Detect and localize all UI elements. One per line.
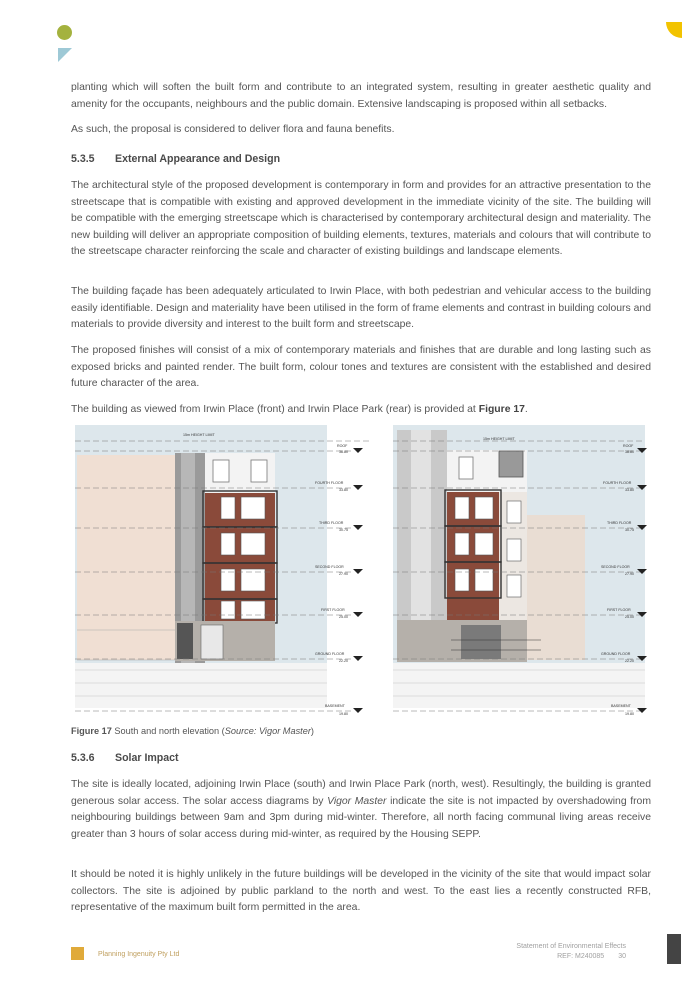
level-rl-basement-north: 19.80 [625,712,634,716]
level-rl-third-south: 30.75 [339,528,348,532]
paragraph-facade: The building façade has been adequately articulated to Irwin Place, with both pedestrian and vehicular access to the building easily identifiable. Design and materiality have been utilised in the form of frame elements and contrast in building colours and materials to provide diversity and interest to the built form and streetscape. [71,286,651,330]
level-rl-first-north: 25.00 [625,615,634,619]
caption-source: Source: Vigor Master [224,726,311,736]
paragraph-architectural-style: The architectural style of the proposed development is contemporary in form and provides for an attractive presentation to the streetscape that is compatible with existing and approved development in the immediate vicinity of the site. The building will be compatible with the emerging streetscape which is characterised by contemporary architectural design and materiality. The new building will deliver an appropriate composition of building elements, textures, materials and colours that will contribute to the streetscape character reinforcing the scale and character of existing buildings and landscape elements. [71,180,651,257]
footer-ref: REF: M240085 [557,953,605,960]
caption-text: South and north elevation ( [111,726,225,736]
heading-solar-impact [71,752,179,764]
text-span: . [524,404,528,415]
footer-document-title: Statement of Environmental Effects [516,943,626,950]
level-rl-fourth-north: 33.80 [625,488,634,492]
level-rl-ground-south: 22.20 [339,659,348,663]
heading-text: Solar Impact [115,752,179,764]
heading-external-appearance [71,153,280,165]
text-span: The site is ideally located, adjoining Irwin Place (south) and Irwin Place Park (north, west). Resultingly, the building is granted generous solar access. The solar access diagrams by [71,779,651,807]
level-rl-roof-south: 38.80 [339,450,348,454]
paragraph-solar-access [71,777,651,843]
level-rl-third-north: 30.75 [625,528,634,532]
green-circle-logo-mark [57,25,72,40]
figure-caption [71,726,314,736]
level-rl-second-north: 27.90 [625,572,634,576]
heading-number: 5.3.6 [71,752,95,764]
level-label-ground-south: GROUND FLOOR [315,652,345,656]
level-label-first-north: FIRST FLOOR [607,608,631,612]
footer-reference [557,953,626,960]
level-label-fourth-north: FOURTH FLOOR [603,481,632,485]
level-label-third-south: THIRD FLOOR [319,521,344,525]
text-span: The building as viewed from Irwin Place (front) and Irwin Place Park (rear) is provided at [71,404,479,415]
footer-company: Planning Ingenuity Pty Ltd [98,951,180,958]
paragraph-figure-reference [71,402,651,419]
elevation-figure [71,425,651,720]
teal-triangle-mark [58,48,72,62]
footer-dark-bar [667,934,681,964]
heading-number: 5.3.5 [71,153,95,165]
text-span: indicate the site is not impacted by overshadowing from neighbouring buildings between 9am and 3pm during mid-winter. Therefore, all north facing communal living areas receive greater than 3 hours of solar access during mid-winter, as required by the Housing SEPP. [71,795,651,840]
level-rl-fourth-south: 33.80 [339,488,348,492]
heading-text: External Appearance and Design [115,153,281,165]
footer-logo-square [71,947,84,960]
level-rl-first-south: 25.00 [339,615,348,619]
level-label-ground-north: GROUND FLOOR [601,652,631,656]
figure-reference: Figure 17 [478,404,525,415]
vigor-master-italic: Vigor Master [327,795,387,807]
level-label-second-south: SECOND FLOOR [315,565,344,569]
paragraph-flora-fauna: As such, the proposal is considered to deliver flora and fauna benefits. [71,124,395,135]
level-label-fourth-south: FOURTH FLOOR [315,481,344,485]
height-limit-label-south: 15m HEIGHT LIMIT [183,433,215,437]
level-label-basement-north: BASEMENT [611,704,631,708]
level-rl-roof-north: 38.80 [625,450,634,454]
level-label-second-north: SECOND FLOOR [601,565,630,569]
level-label-third-north: THIRD FLOOR [607,521,632,525]
page-number: 30 [618,953,626,960]
height-limit-label-north: 15m HEIGHT LIMIT [483,437,515,441]
level-rl-ground-north: 22.20 [625,659,634,663]
paragraph-future-buildings: It should be noted it is highly unlikely in the future buildings will be developed in the vicinity of the site that would impact solar collectors. The site is adjoined by public parkland to the north and west. To the east lies a recently constructed RFB, representative of the maximum built form permitted in the area. [71,869,651,913]
level-label-roof-south: ROOF [337,444,348,448]
level-label-roof-north: ROOF [623,444,634,448]
caption-figure-number: Figure 17 [71,726,112,736]
yellow-corner-mark [666,22,682,38]
caption-end: ) [310,726,314,736]
level-rl-second-south: 27.90 [339,572,348,576]
paragraph-landscaping: planting which will soften the built form and contribute to an integrated system, resulting in greater aesthetic quality and amenity for the occupants, neighbours and the public domain. Extensive landscaping is proposed within all setbacks. [71,82,651,110]
level-label-first-south: FIRST FLOOR [321,608,345,612]
level-label-basement-south: BASEMENT [325,704,345,708]
level-rl-basement-south: 19.80 [339,712,348,716]
paragraph-finishes: The proposed finishes will consist of a mix of contemporary materials and finishes that are durable and long lasting such as exposed bricks and painted render. The built form, colour tones and textures are consistent with the established and desired future character of the area. [71,345,651,389]
